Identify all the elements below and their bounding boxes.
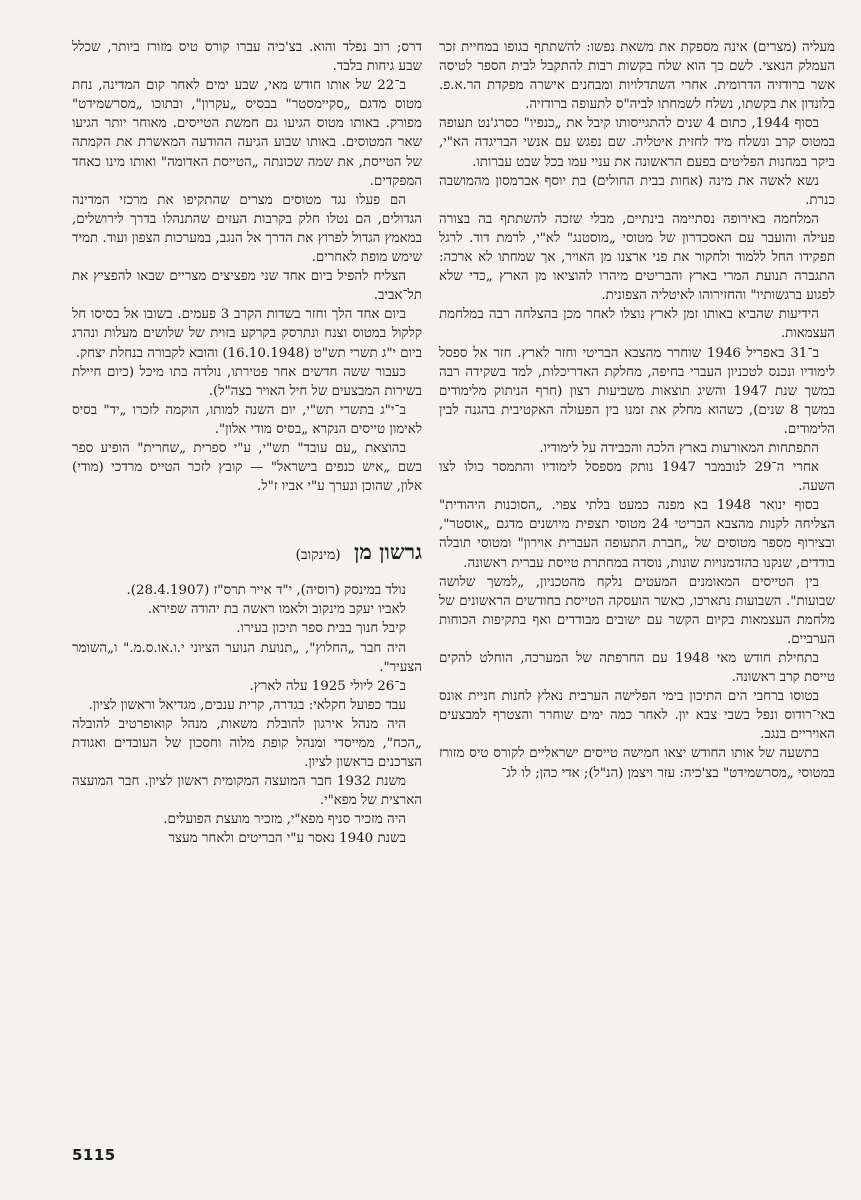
- paragraph: היה מזכיר סניף מפא"י, מזכיר מועצת הפועלים.: [163, 812, 406, 828]
- paragraph: בין הטייסים המאומנים המעטים נלקח מהטכניון, „למשך שלושה שבועות". השבועות נתארכו, כאשר הועסקה הטייסת בחודשים הראשונים של מלחמת העצמאות בקיום הקשר עם ישובים מבודדים ואף בתקיפות הכוחות הערביים.: [439, 574, 835, 647]
- paragraph: ב־31 באפריל 1946 שוחרר מהצבא הבריטי וחזר לארץ. חזר אל ספסל לימודיו ונכנס לטכניון העברי בחיפה, מחלקת האדריכלות, למד בשקידה רבה במשך שנת 1947 והשיג תוצאות משביעות רצון (חרף הניתוק מלימודים במשך 8 שנים), כשהוא מחלק את זמנו בין הפעולה האקטיבית בהגנה לבין הלימודים.: [439, 345, 835, 437]
- paragraph: נשא לאשה את מינה (אחות בבית החולים) בת יוסף אברמסון מהמושבה כנרת.: [439, 173, 835, 208]
- paragraph: כעבור ששה חדשים אחר פטירתו, נולדה בתו מיכל (כיום חיילת בשירות המבצעים של חיל האויר בצה"ל).: [72, 364, 422, 399]
- biography-heading: [72, 538, 422, 569]
- left-column: [72, 38, 422, 849]
- page-number: 5115: [72, 1146, 116, 1164]
- paragraph: משנת 1932 חבר המועצה המקומית ראשון לציון. חבר המועצה הארצית של מפא"י.: [72, 774, 422, 809]
- paragraph: בשנת 1940 נאסר ע"י הבריטים ולאחר מעצר: [168, 831, 406, 847]
- paragraph: ביום אחד הלך וחזר בשדות הקרב 3 פעמים. בשובו אל בסיסו חל קלקול במטוס וצנח ונתרסק בקרקע בזוית של שלושים מעלות ונהרג ביום י"ג תשרי תש"ט (16.10.1948) והובא לקבורה בנחלת יצחק.: [72, 307, 422, 361]
- paragraph: עבד כפועל חקלאי: בגדרה, קרית ענבים, מגדיאל וראשון לציון.: [88, 697, 406, 713]
- paragraph: המלחמה באירופה נסתיימה בינתיים, מבלי שזכה להשתתף בה בצורה פעילה והועבר עם האסכדרון של מטוסי „מוסטנג" לא"י, לרמת דוד. לרגל תפקידו החל ללמוד ולחקור את פני ארצנו מן האויר, אך שמחתו לא ארכה: התגברה תנועת המרי בארץ והבריטים מיהרו להוציאו מן הארץ „כדי שלא לפגוע ברגשותיו" והחזירוהו לאיטליה הצפונית.: [439, 211, 835, 304]
- paragraph: בסוף ינואר 1948 בא מפנה כמעט בלתי צפוי. „הסוכנות היהודית" הצליחה לקנות מהצבא הבריטי 24 מטוסי תצפית מיושנים מדגם „אוסטר", ובצירוף מספר מטוסים של „חברת התעופה העברית אוירון" ומטוסי תובלה בודדים, שנקנו בהזדמנויות שונות, נוסדה במחתרת טייסת עברית ראשונה.: [439, 498, 835, 571]
- paragraph: לאביו יעקב מינקוב ולאמו ראשה בת יהודה שפירא.: [147, 602, 406, 618]
- paragraph: קיבל חנוך בבית ספר תיכון בעירו.: [236, 621, 406, 637]
- paragraph: ב־י"ג בתשרי תש"י, יום השנה למותו, הוקמה לזכרו „יד" בסיס לאימון טייסים הנקרא „בסיס מודי אלון".: [72, 402, 422, 437]
- paragraph: היה חבר „החלוץ", „תנועת הנוער הציוני י.ו.או.ס.מ." ו„השומר הצעיר".: [72, 640, 422, 675]
- paragraph: התפתחות המאורעות בארץ הלכה והכבידה על לימודיו.: [539, 440, 819, 456]
- paragraph: בתשעה של אותו החודש יצאו חמישה טייסים ישראליים לקורס טיס מזורז במטוסי „מסרשמידט" בצ'כיה: עזר ויצמן (הנ"ל); אדי כהן; לו לג־: [439, 746, 835, 781]
- paragraph: בטוסו ברחבי הים התיכון בימי הפלישה הערבית נאלץ לחנות חניית אונס באי־רודוס ונפל בשבי צבא יון. לאחר כמה ימים שוחרר והצטרף למבצעים האויריים בנגב.: [439, 689, 835, 743]
- heading-name: גרשון מן: [354, 539, 422, 565]
- paragraph: בתחילת חודש מאי 1948 עם החרפתה של המערכה, הוחלט להקים טייסת קרב ראשונה.: [439, 651, 835, 686]
- section-gap: [72, 496, 422, 532]
- paragraph: בהוצאת „עם עובד" תש"י, ע"י ספרית „שחרית" הופיע ספר בשם „איש כנפים בישראל" — קובץ לזכר הטייס מרדכי (מודי) אלון, שהוכן ונערך ע"י אביו ז"ל.: [72, 440, 422, 495]
- paragraph: אחרי ה־29 לנובמבר 1947 נותק מספסל לימודיו והתמסר כולו לצו השעה.: [439, 460, 835, 495]
- heading-subtitle: (מינקוב): [295, 547, 341, 564]
- paragraph: בסוף 1944, כתום 4 שנים להתגייסותו קיבל את „כנפיו" כסרג'נט תעופה במטוס קרב ונשלח מיד לחזית איטליה. שם נפגש עם אנשי הבריגדה הא"י, ביקר במחנות הפליטים בפעם הראשונה את עניי עמו בכל שבט עברותו.: [439, 116, 835, 170]
- paragraph: הם פעלו נגד מטוסים מצרים שהתקיפו את מרכזי המדינה הגדולים, הם נטלו חלק בקרבות העזים שהתנהלו בדרך לירושלים, במאמץ הגדול לפרוץ את הדרך אל הנגב, במערכות הצפון ועוד. תמיד שימש מופת לאחרים.: [72, 192, 422, 266]
- paragraph: היה מנהל אירגון להובלת משאות, מנהל קואופרטיב להובלה „הכח", ממייסדי ומנהל קופת מלוה וחסכון של העובדים ואגודת הצרכנים בראשון לציון.: [72, 716, 422, 771]
- paragraph: ב־22 של אותו חודש מאי, שבע ימים לאחר קום המדינה, נחת מטוס מדגם „סקיימסטר" בבסיס „עקרון", ובתוכו „מסרשמידט" מפורק. באותו מטוס הגיעו גם חמשת הטייסים. מאוחר יותר הגיעו שאר המטוסים. באותו שבוע הגיעה ההודעה המאשרת את הקמתה של הטייסת, את שמה שכונתה „הטייסת האדומה" ואותו מינו כאחד המפקדים.: [72, 78, 422, 189]
- right-column: [439, 38, 835, 783]
- paragraph: ב־26 ליולי 1925 עלה לארץ.: [249, 678, 406, 694]
- paragraph: הידיעות שהביא באותו זמן לארץ נוצלו לאחר מכן בהצלחה רבה במלחמת העצמאות.: [439, 307, 835, 342]
- paragraph: הצליח להפיל ביום אחד שני מפציצים מצריים שבאו להפציץ את תל־אביב.: [72, 269, 422, 304]
- paragraph: דרס; רוב נפלד והוא. בצ'כיה עברו קורס טיס מזורז ביותר, שכלל שבע גיחות בלבד.: [72, 40, 422, 75]
- paragraph: מעליה (מצרים) אינה מספקת את משאת נפשו: להשתתף בגופו במחיית זכר העמלק הנאצי. לשם כך הוא שלח בקשות רבות להתקבל לבית הספר לטיסה אשר ברודזיה הדרומית. אחרי השתדלויות ומבחנים אישרה מפקדת הר.א.פ. בלונדון את בקשתו, נשלח לשמחתו לביה"ס לתעופה ברודזיה.: [439, 40, 835, 113]
- paragraph: נולד במינסק (רוסיה), י"ד אייר תרס"ז (28.4.1907).: [126, 583, 406, 599]
